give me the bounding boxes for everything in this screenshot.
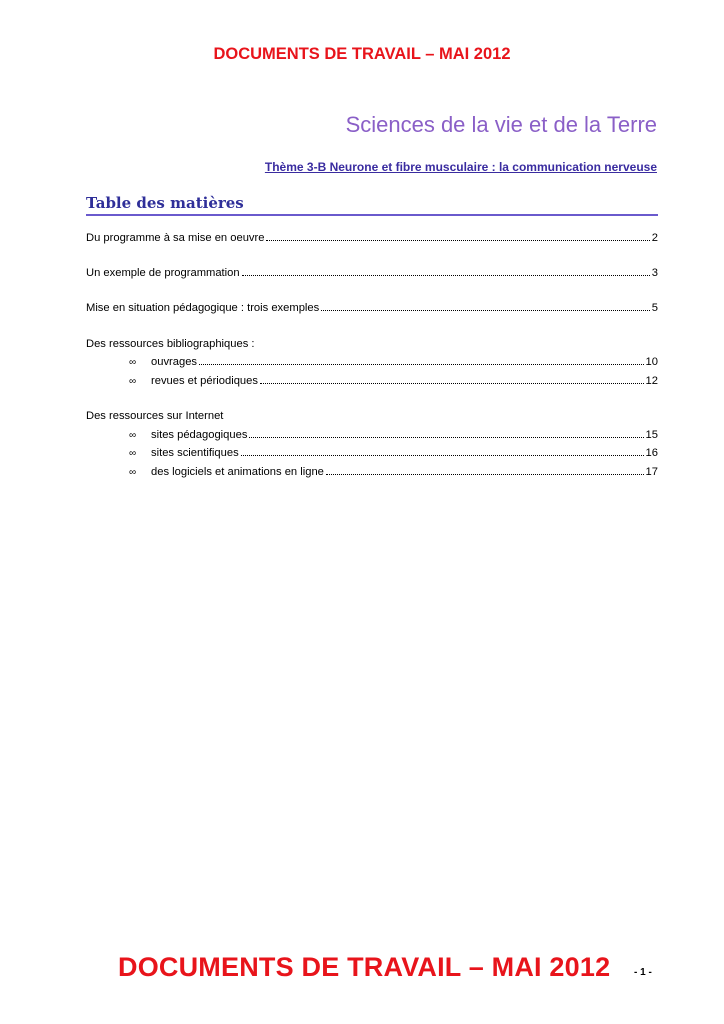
infinity-bullet-icon: ∞	[129, 430, 137, 441]
toc-entry-label: sites pédagogiques	[151, 429, 248, 441]
toc-heading: Table des matières	[86, 194, 658, 216]
page-number: - 1 -	[634, 967, 652, 978]
toc-entry[interactable]	[86, 232, 658, 244]
dot-leader	[249, 436, 643, 438]
toc-entry-page: 17	[645, 466, 658, 478]
toc-entry-label: Mise en situation pédagogique : trois exemples	[86, 302, 320, 314]
infinity-bullet-icon: ∞	[129, 357, 137, 368]
toc-entry-label: des logiciels et animations en ligne	[151, 466, 324, 478]
toc-subentry[interactable]	[129, 447, 658, 459]
dot-leader	[326, 473, 644, 475]
infinity-bullet-icon: ∞	[129, 448, 137, 459]
dot-leader	[242, 274, 650, 276]
header-banner: DOCUMENTS DE TRAVAIL – MAI 2012	[213, 45, 511, 63]
toc-subentry[interactable]	[129, 356, 658, 368]
theme-line: Thème 3-B Neurone et fibre musculaire : la communication nerveuse	[264, 160, 657, 174]
toc-entry-label: ouvrages	[151, 356, 198, 368]
toc-subentry[interactable]	[129, 429, 658, 441]
toc-entry-page: 5	[651, 302, 658, 314]
internet-section-title: Des ressources sur Internet	[86, 410, 224, 422]
dot-leader	[241, 454, 644, 456]
toc-subentry[interactable]	[129, 375, 658, 387]
toc-entry[interactable]	[86, 302, 658, 314]
toc-entry-label: Du programme à sa mise en oeuvre	[86, 232, 265, 244]
toc-entry-page: 16	[645, 447, 658, 459]
toc-entry-page: 3	[651, 267, 658, 279]
infinity-bullet-icon: ∞	[129, 467, 137, 478]
subject-title: Sciences de la vie et de la Terre	[345, 112, 657, 137]
toc-entry-page: 12	[645, 375, 658, 387]
dot-leader	[199, 363, 644, 365]
toc-entry-label: revues et périodiques	[151, 375, 258, 387]
toc-subentry[interactable]	[129, 466, 658, 478]
biblio-section-title: Des ressources bibliographiques :	[86, 338, 255, 350]
toc-entry-label: Un exemple de programmation	[86, 267, 240, 279]
infinity-bullet-icon: ∞	[129, 376, 137, 387]
toc-entry-page: 2	[651, 232, 658, 244]
toc-entry-label: sites scientifiques	[151, 447, 239, 459]
dot-leader	[266, 239, 649, 241]
footer-banner: DOCUMENTS DE TRAVAIL – MAI 2012	[118, 952, 611, 982]
toc-entry[interactable]	[86, 267, 658, 279]
dot-leader	[321, 309, 650, 311]
toc-entry-page: 10	[645, 356, 658, 368]
dot-leader	[260, 382, 644, 384]
toc-entry-page: 15	[645, 429, 658, 441]
